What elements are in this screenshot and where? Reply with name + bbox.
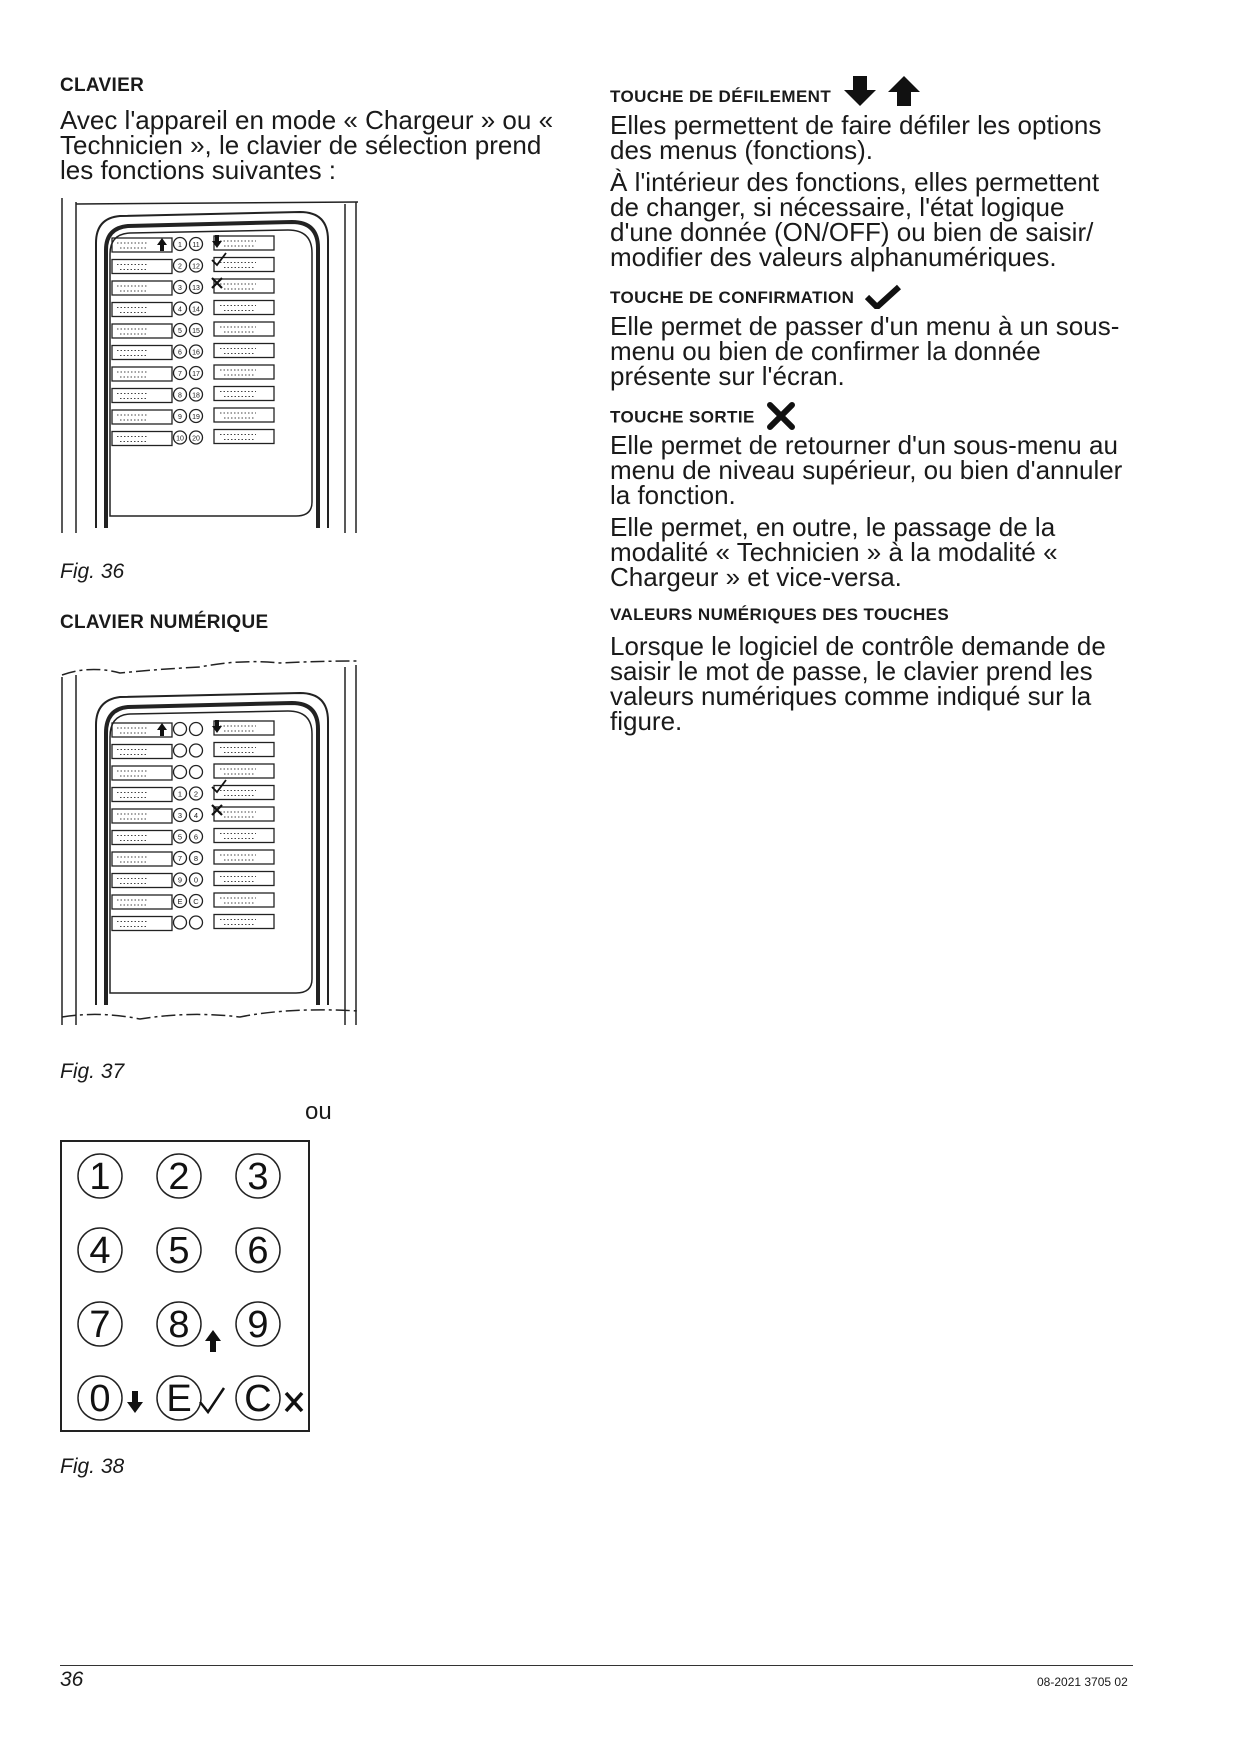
fig38-key-label: 6	[247, 1230, 269, 1272]
fig38-caption: Fig. 38	[60, 1455, 125, 1478]
fig37-key-row	[112, 872, 274, 888]
fig38-key	[236, 1154, 280, 1198]
arrow-down-icon	[127, 1391, 143, 1413]
fig38-numeric-keypad	[60, 1140, 312, 1434]
fig36-key-number: 20	[192, 435, 200, 443]
fig36-key	[190, 324, 203, 337]
fig36-key-number: 12	[192, 263, 200, 271]
fig38-key-label: 8	[168, 1304, 190, 1346]
fig36-key	[174, 302, 187, 315]
fig36-key-row	[112, 322, 274, 338]
arrow-up-icon	[157, 723, 167, 736]
fig38-key-label: 3	[247, 1156, 269, 1198]
fig37-key	[174, 873, 187, 886]
fig36-key	[174, 431, 187, 444]
fig36-key	[174, 238, 187, 251]
scroll-paragraph-2: À l'intérieur des fonctions, elles permettent de changer, si nécessaire, l'état logique d'une donnée (ON/OFF) ou bien de saisir/ modifier des valeurs alphanumériques.	[610, 167, 1100, 272]
confirm-heading-label: TOUCHE DE CONFIRMATION	[610, 288, 855, 307]
fig36-key-row	[112, 258, 274, 274]
fig36-key-row	[112, 430, 274, 446]
fig36-key-row	[112, 236, 274, 252]
fig38-key-label: 1	[89, 1156, 111, 1198]
fig37-key-number: 0	[193, 875, 199, 885]
fig36-key-row	[112, 301, 274, 317]
fig37-key	[174, 916, 187, 929]
fig37-key-row	[112, 807, 274, 823]
scroll-heading	[610, 87, 922, 108]
clavier-heading: CLAVIER	[60, 75, 145, 96]
fig37-keypad-illustration	[60, 655, 360, 1025]
fig37-key-number: 2	[193, 789, 199, 799]
fig36-key	[174, 388, 187, 401]
exit-heading	[610, 405, 796, 431]
fig38-key	[236, 1376, 280, 1420]
fig37-key-number: 7	[177, 854, 183, 863]
fig38-key	[78, 1228, 122, 1272]
fig37-key	[174, 852, 187, 865]
confirm-heading	[610, 288, 901, 309]
fig37-key	[190, 830, 203, 843]
fig36-key-number: 16	[192, 349, 200, 357]
fig38-key	[236, 1228, 280, 1272]
fig37-key	[190, 916, 203, 929]
fig37-key	[174, 744, 187, 757]
fig38-key	[157, 1154, 201, 1198]
fig36-key	[190, 302, 203, 315]
fig37-key	[174, 787, 187, 800]
checkmark-icon	[200, 1388, 224, 1412]
ou-text: ou	[305, 1098, 332, 1125]
fig38-key	[78, 1376, 122, 1420]
fig37-caption: Fig. 37	[60, 1060, 125, 1083]
cross-icon	[286, 1393, 302, 1411]
fig36-key	[190, 259, 203, 272]
fig36-key-number: 13	[192, 285, 200, 292]
fig37-key-row	[112, 850, 274, 866]
fig37-key	[174, 766, 187, 779]
fig37-key-row	[112, 721, 274, 737]
fig36-key	[174, 281, 187, 294]
fig36-key	[174, 259, 187, 272]
fig36-key-row	[112, 365, 274, 381]
fig38-key	[78, 1154, 122, 1198]
fig36-key	[174, 324, 187, 337]
fig38-key	[236, 1302, 280, 1346]
fig37-key	[190, 744, 203, 757]
fig37-key	[190, 787, 203, 800]
doc-code: 08-2021 3705 02	[1037, 1675, 1128, 1689]
fig36-key-number: 18	[192, 392, 200, 400]
fig36-key	[190, 410, 203, 423]
fig37-key	[190, 723, 203, 736]
fig36-key-number: 8	[178, 392, 182, 400]
fig37-key-row	[112, 786, 274, 802]
fig38-key-label: 7	[89, 1304, 111, 1346]
fig37-key-number: 3	[177, 811, 183, 820]
fig37-key	[174, 830, 187, 843]
fig37-key-row	[112, 764, 274, 780]
page-number: 36	[60, 1668, 84, 1691]
exit-heading-label: TOUCHE SORTIE	[610, 407, 755, 427]
fig36-key-row	[112, 279, 274, 295]
fig36-key-number: 17	[192, 371, 200, 378]
checkmark-icon	[865, 283, 901, 309]
fig38-key	[157, 1228, 201, 1272]
fig36-key	[190, 367, 203, 380]
fig37-key	[174, 809, 187, 822]
fig36-caption: Fig. 36	[60, 560, 125, 583]
fig37-key	[190, 852, 203, 865]
fig36-key-number: 19	[192, 414, 200, 421]
fig36-key-number: 10	[176, 435, 184, 443]
arrow-down-icon	[844, 76, 876, 106]
footer-rule	[60, 1665, 1133, 1666]
arrow-up-icon	[888, 76, 920, 106]
fig36-key	[190, 281, 203, 294]
fig38-key-label: 2	[168, 1156, 190, 1198]
fig37-key-number: C	[193, 897, 199, 906]
fig37-key-row	[112, 915, 274, 931]
exit-paragraph-2: Elle permet, en outre, le passage de la modalité « Technicien » à la modalité « Chargeur » et vice-versa.	[610, 512, 1058, 592]
fig36-key	[190, 345, 203, 358]
fig37-key-row	[112, 829, 274, 845]
values-heading: VALEURS NUMÉRIQUES DES TOUCHES	[610, 605, 950, 624]
fig36-key-number: 3	[178, 285, 182, 292]
arrow-up-icon	[157, 238, 167, 251]
fig38-key	[157, 1302, 201, 1346]
fig37-key-row	[112, 893, 274, 909]
fig36-key-row	[112, 344, 274, 360]
exit-paragraph-1: Elle permet de retourner d'un sous-menu au menu de niveau supérieur, ou bien d'annuler la fonction.	[610, 430, 1123, 510]
fig37-key-number: 6	[193, 832, 199, 842]
fig37-key-row	[112, 743, 274, 759]
fig37-key-number: 8	[193, 854, 199, 863]
fig36-key-row	[112, 408, 274, 424]
fig38-key-label: C	[244, 1378, 272, 1420]
fig36-key-row	[112, 387, 274, 403]
confirm-paragraph: Elle permet de passer d'un menu à un sous-menu ou bien de confirmer la donnée présente sur l'écran.	[610, 311, 1120, 391]
fig36-key	[174, 345, 187, 358]
fig36-key	[190, 238, 203, 251]
scroll-arrows-icon	[842, 74, 922, 108]
fig36-key	[174, 367, 187, 380]
fig37-key	[190, 873, 203, 886]
clavier-intro: Avec l'appareil en mode « Chargeur » ou « Technicien », le clavier de sélection prend les fonctions suivantes :	[60, 105, 554, 185]
fig38-key-label: 9	[247, 1304, 269, 1346]
fig38-key	[78, 1302, 122, 1346]
fig37-key-number: E	[177, 897, 183, 906]
fig37-key	[190, 895, 203, 908]
fig36-key	[190, 388, 203, 401]
scroll-paragraph-1: Elles permettent de faire défiler les options des menus (fonctions).	[610, 110, 1102, 165]
fig38-key-label: 0	[89, 1378, 111, 1420]
fig38-key-label: 5	[168, 1230, 190, 1272]
fig36-key-number: 7	[178, 371, 182, 378]
scroll-heading-label: TOUCHE DE DÉFILEMENT	[610, 87, 832, 106]
fig36-key-number: 5	[178, 328, 182, 335]
fig36-key-number: 4	[178, 306, 182, 314]
fig36-key-number: 2	[178, 263, 182, 271]
fig38-key	[157, 1376, 201, 1420]
fig38-key-label: E	[166, 1378, 192, 1420]
fig38-key-label: 4	[89, 1230, 111, 1272]
fig37-key	[190, 766, 203, 779]
fig37-key	[174, 723, 187, 736]
arrow-up-icon	[205, 1330, 221, 1352]
fig37-key-number: 5	[177, 832, 183, 842]
fig37-key-number: 1	[177, 789, 183, 799]
fig36-key-number: 14	[192, 306, 200, 314]
fig36-key-number: 9	[178, 414, 182, 421]
fig36-key-number: 11	[192, 242, 200, 249]
values-paragraph: Lorsque le logiciel de contrôle demande de saisir le mot de passe, le clavier prend les valeurs numériques comme indiqué sur la figure.	[610, 631, 1106, 736]
fig36-key	[174, 410, 187, 423]
fig37-key-number: 4	[193, 811, 199, 820]
cross-icon	[766, 401, 796, 431]
fig36-key-number: 1	[178, 242, 182, 249]
fig36-key	[190, 431, 203, 444]
fig36-key-number: 6	[178, 349, 182, 357]
fig37-key-number: 9	[177, 875, 183, 885]
fig37-key	[174, 895, 187, 908]
numeric-heading: CLAVIER NUMÉRIQUE	[60, 612, 269, 633]
fig36-keypad-illustration	[60, 198, 360, 538]
fig37-key	[190, 809, 203, 822]
fig36-key-number: 15	[192, 328, 200, 335]
